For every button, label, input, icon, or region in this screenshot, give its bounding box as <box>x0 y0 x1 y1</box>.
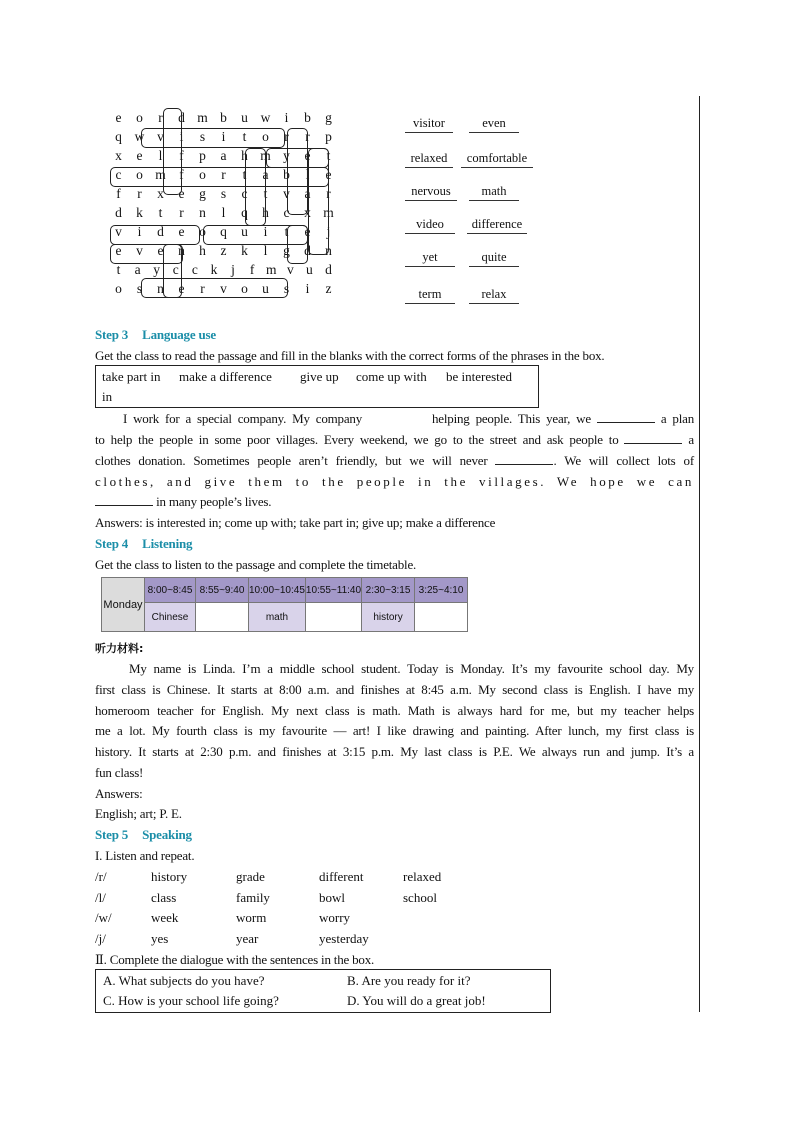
passage-line-4: clothes, and give them to the people in the villages. We hope we can <box>95 474 694 489</box>
blank-1 <box>368 412 426 423</box>
box-nervous <box>141 278 288 298</box>
word-video: video <box>405 217 455 234</box>
word-search-letter: f <box>179 167 184 182</box>
box-visitor <box>141 128 285 148</box>
phrase-be-interested: be interested <box>446 369 513 384</box>
word-search-letter: c <box>191 262 198 277</box>
word-search-letter: u <box>241 110 248 125</box>
passage-text: helping people. This year, we <box>432 411 591 426</box>
material-line-3: homeroom teacher for English. My next class is math. Math is always hard for me, but my teacher helps <box>95 703 694 718</box>
phrase-in: in <box>102 389 113 404</box>
word-search-letter: e <box>178 224 185 239</box>
word-search-letter: v <box>157 129 164 144</box>
word-search-letter: i <box>305 281 310 296</box>
word-search-letter: m <box>197 110 208 125</box>
word-relax: relax <box>469 287 519 304</box>
word-search-letter: a <box>304 186 311 201</box>
word-search-letter: u <box>241 224 248 239</box>
word-search-letter: r <box>305 129 310 144</box>
phonics-word: yes <box>151 931 169 946</box>
word-search-letter: o <box>241 281 248 296</box>
phonics-word: school <box>403 890 437 905</box>
step4-answers: English; art; P. E. <box>95 806 182 821</box>
phonics-word: worm <box>236 910 267 925</box>
word-search-letter: x <box>304 205 311 220</box>
word-search-letter: t <box>284 224 289 239</box>
word-search-letter: d <box>178 110 185 125</box>
material-line-5: history. It starts at 2:30 p.m. and finishes at 3:15 p.m. My last class is P.E. We always run and jump. It’s a <box>95 744 694 759</box>
word-search-letter: j <box>326 224 331 239</box>
word-search-letter: v <box>136 243 143 258</box>
word-search-letter: u <box>262 281 269 296</box>
word-search-letter: r <box>221 167 226 182</box>
step5-part2: Ⅱ. Complete the dialogue with the sentences in the box. <box>95 952 375 967</box>
word-search-letter: g <box>199 186 206 201</box>
step3-label: Step 3 <box>95 327 129 342</box>
timetable <box>101 577 468 632</box>
phrase-give-up: give up <box>300 369 339 384</box>
word-search-letter: c <box>172 262 179 277</box>
word-search-letter: k <box>241 243 248 258</box>
word-search-letter: d <box>115 205 122 220</box>
option-c: C. How is your school life going? <box>103 993 279 1008</box>
word-search-letter: x <box>115 148 122 163</box>
blank-3 <box>624 432 682 444</box>
step4-label: Step 4 <box>95 536 129 551</box>
phrase-come-up-with: come up with <box>356 369 427 384</box>
word-search-letter: r <box>158 110 163 125</box>
word-search-letter: e <box>304 148 311 163</box>
word-search-letter: c <box>241 186 248 201</box>
word-search-letter: o <box>136 167 143 182</box>
word-search-letter: m <box>323 205 334 220</box>
word-search-letter: b <box>283 167 290 182</box>
time-slot: 3:25~4:10 <box>415 578 468 603</box>
word-search-letter: o <box>136 110 143 125</box>
blank-5 <box>95 494 153 506</box>
word-search-letter: t <box>242 167 247 182</box>
step5-label: Step 5 <box>95 827 129 842</box>
box-video <box>110 225 200 245</box>
phonics-word: yesterday <box>319 931 369 946</box>
word-search-letter: y <box>153 262 161 277</box>
word-search-letter: e <box>178 186 185 201</box>
options-box <box>95 969 551 1013</box>
word-even: even <box>469 116 519 133</box>
step3-heading <box>95 327 216 343</box>
word-search-letter: r <box>200 281 205 296</box>
word-search-letter: l <box>263 243 268 258</box>
word-search-letter: v <box>286 262 294 277</box>
word-search-letter: j <box>231 262 235 277</box>
word-search-letter: i <box>263 224 268 239</box>
word-search-letter: t <box>326 148 331 163</box>
word-search-letter: n <box>178 243 185 258</box>
phrase-take-part-in: take part in <box>102 369 161 384</box>
phonics-sound: /l/ <box>95 890 106 905</box>
phonics-word: bowl <box>319 890 345 905</box>
word-relaxed: relaxed <box>405 151 453 168</box>
option-d: D. You will do a great job! <box>347 993 486 1008</box>
word-search-letter: b <box>304 110 311 125</box>
word-search-letter: l <box>305 167 310 182</box>
box-relaxed <box>308 148 329 255</box>
word-search-letter: f <box>116 186 121 201</box>
time-slot: 10:55~11:40 <box>305 578 361 603</box>
word-search-letter: k <box>136 205 143 220</box>
word-search-letter: f <box>249 262 255 277</box>
word-search-letter: e <box>178 281 185 296</box>
word-comfortable: comfortable <box>461 151 533 168</box>
phonics-word: different <box>319 869 364 884</box>
passage-text: a <box>688 432 694 447</box>
material-line-1 <box>95 661 694 677</box>
passage-text: to help the people in some poor villages. Every weekend, we go to the street and ask people to <box>95 432 619 447</box>
word-search-letter: h <box>241 148 248 163</box>
box-comfortable <box>110 167 329 187</box>
word-search-letter: b <box>220 110 227 125</box>
word-search-letter: r <box>326 186 331 201</box>
word-search-letter: d <box>325 262 332 277</box>
material-line-4: me a lot. My fourth class is my favourite — art! I like drawing and painting. After lunch, my first class is <box>95 723 694 738</box>
word-search-letter: s <box>199 129 206 144</box>
word-search-letter: g <box>283 243 290 258</box>
passage-line-3 <box>95 453 694 469</box>
time-slot: 8:55~9:40 <box>196 578 249 603</box>
step3-answers: Answers: is interested in; come up with; take part in; give up; make a difference <box>95 515 496 530</box>
word-search-letter: s <box>283 281 290 296</box>
word-search-letter: h <box>199 243 206 258</box>
time-slot: 10:00~10:45 <box>249 578 306 603</box>
word-search-letter: s <box>220 186 227 201</box>
blank-4 <box>495 453 553 465</box>
word-search-letter: f <box>179 148 184 163</box>
material-text: My name is Linda. I’m a middle school student. Today is Monday. It’s my favourite school day. My <box>129 661 694 676</box>
word-search-letter: n <box>325 243 332 258</box>
subject-cell-empty[interactable] <box>196 603 249 632</box>
word-search-letter: i <box>284 110 289 125</box>
word-search-letter: r <box>179 205 184 220</box>
word-search-letter: d <box>304 243 311 258</box>
phonics-word: history <box>151 869 188 884</box>
word-search-letter: u <box>306 262 313 277</box>
word-search-letter: t <box>158 205 163 220</box>
passage-text: clothes donation. Sometimes people aren’t friendly, but we will never <box>95 453 488 468</box>
word-quite: quite <box>469 250 519 267</box>
word-search-letter: v <box>283 186 290 201</box>
word-search-letter: i <box>179 129 184 144</box>
word-search-letter: t <box>263 186 268 201</box>
word-search-letter: n <box>199 205 206 220</box>
box-math <box>245 148 266 226</box>
margin-rule <box>699 96 700 1012</box>
word-search-letter: m <box>260 148 271 163</box>
word-search-letter: z <box>325 281 332 296</box>
word-search-letter: t <box>242 129 247 144</box>
step5-title: Speaking <box>142 827 192 842</box>
phonics-sound: /w/ <box>95 910 112 925</box>
word-search-letter: i <box>221 129 226 144</box>
word-search-letter: d <box>157 224 164 239</box>
word-search-letter: p <box>199 148 206 163</box>
word-search-letter: e <box>325 167 332 182</box>
word-search-letter: q <box>115 129 122 144</box>
word-search-letter: a <box>220 148 227 163</box>
word-search-letter: n <box>157 281 164 296</box>
listening-material-label: 听力材料: <box>95 642 144 655</box>
word-search-letter: m <box>265 262 277 277</box>
word-search-letter: z <box>220 243 227 258</box>
word-search-letter: o <box>262 129 269 144</box>
phrase-box <box>95 365 539 408</box>
word-difference: difference <box>467 217 527 234</box>
word-search-letter: o <box>115 281 122 296</box>
passage-line-2 <box>95 432 694 448</box>
passage-text: in many people’s lives. <box>156 494 272 509</box>
phonics-sound: /r/ <box>95 869 107 884</box>
timetable-day: Monday <box>102 578 145 632</box>
word-search-letter: k <box>210 262 218 277</box>
word-search-letter: e <box>115 243 122 258</box>
step5-heading <box>95 827 192 843</box>
word-search-letter: g <box>325 110 332 125</box>
step4-title: Listening <box>142 536 193 551</box>
passage-line-5 <box>95 494 271 510</box>
step4-heading <box>95 536 192 552</box>
word-search-letter: c <box>283 205 290 220</box>
subject-cell-empty[interactable] <box>415 603 468 632</box>
box-term <box>287 225 308 264</box>
word-search-letter: c <box>115 167 122 182</box>
word-search-letter: a <box>262 167 269 182</box>
word-search-letter: s <box>136 281 143 296</box>
subject-cell: math <box>249 603 306 632</box>
word-search-letter: v <box>220 281 227 296</box>
subject-cell: Chinese <box>145 603 196 632</box>
word-term: term <box>405 287 455 304</box>
word-search-letter: l <box>158 148 163 163</box>
passage-text: I work for a special company. My company <box>123 411 363 426</box>
phonics-word: class <box>151 890 177 905</box>
word-search-letter: p <box>325 129 332 144</box>
word-yet: yet <box>405 250 455 267</box>
blank-2 <box>597 411 655 423</box>
passage-text: . We will collect lots of <box>553 453 694 468</box>
step4-answers-label: Answers: <box>95 786 143 801</box>
step3-title: Language use <box>142 327 216 342</box>
phonics-word: grade <box>236 869 265 884</box>
word-search-letter: r <box>284 129 289 144</box>
phonics-word: family <box>236 890 270 905</box>
word-search-letter: h <box>262 205 269 220</box>
word-search-letter: l <box>221 205 226 220</box>
time-slot: 2:30~3:15 <box>362 578 415 603</box>
word-search-letter: e <box>157 243 164 258</box>
subject-cell-empty[interactable] <box>305 603 361 632</box>
word-search-letter: e <box>136 148 143 163</box>
word-search-letter: t <box>116 262 121 277</box>
word-search-letter: w <box>134 129 145 144</box>
word-search-letter: o <box>199 224 206 239</box>
subject-cell: history <box>362 603 415 632</box>
word-search-letter: o <box>199 167 206 182</box>
phrase-make-a-difference: make a difference <box>179 369 272 384</box>
word-search-letter: q <box>241 205 248 220</box>
word-search-letter: y <box>283 148 290 163</box>
word-search-letter: q <box>220 224 227 239</box>
material-line-2: first class is Chinese. It starts at 8:00 a.m. and finishes at 8:45 a.m. My second class is English. I have my <box>95 682 694 697</box>
option-b: B. Are you ready for it? <box>347 973 471 988</box>
passage-text: a plan <box>660 411 695 426</box>
word-search-letter: m <box>155 167 166 182</box>
word-search-letter: w <box>260 110 271 125</box>
word-search-letter: v <box>115 224 122 239</box>
word-nervous: nervous <box>405 184 457 201</box>
phonics-word: worry <box>319 910 351 925</box>
word-search-letter: a <box>134 262 141 277</box>
word-search-letter: i <box>137 224 142 239</box>
word-search-letter: x <box>157 186 164 201</box>
step5-part1: I. Listen and repeat. <box>95 848 195 863</box>
word-search-letter: e <box>115 110 122 125</box>
word-math: math <box>469 184 519 201</box>
passage-line-1 <box>95 411 694 427</box>
material-line-6: fun class! <box>95 765 144 780</box>
option-a: A. What subjects do you have? <box>103 973 265 988</box>
word-search-letter: r <box>137 186 142 201</box>
phonics-sound: /j/ <box>95 931 106 946</box>
time-slot: 8:00~8:45 <box>145 578 196 603</box>
word-search-letter: e <box>304 224 311 239</box>
step4-instruction: Get the class to listen to the passage and complete the timetable. <box>95 557 417 572</box>
step3-instruction: Get the class to read the passage and fill in the blanks with the correct forms of the phrases in the box. <box>95 348 605 363</box>
phonics-word: year <box>236 931 259 946</box>
phonics-word: relaxed <box>403 869 442 884</box>
phonics-word: week <box>151 910 179 925</box>
word-visitor: visitor <box>405 116 453 133</box>
